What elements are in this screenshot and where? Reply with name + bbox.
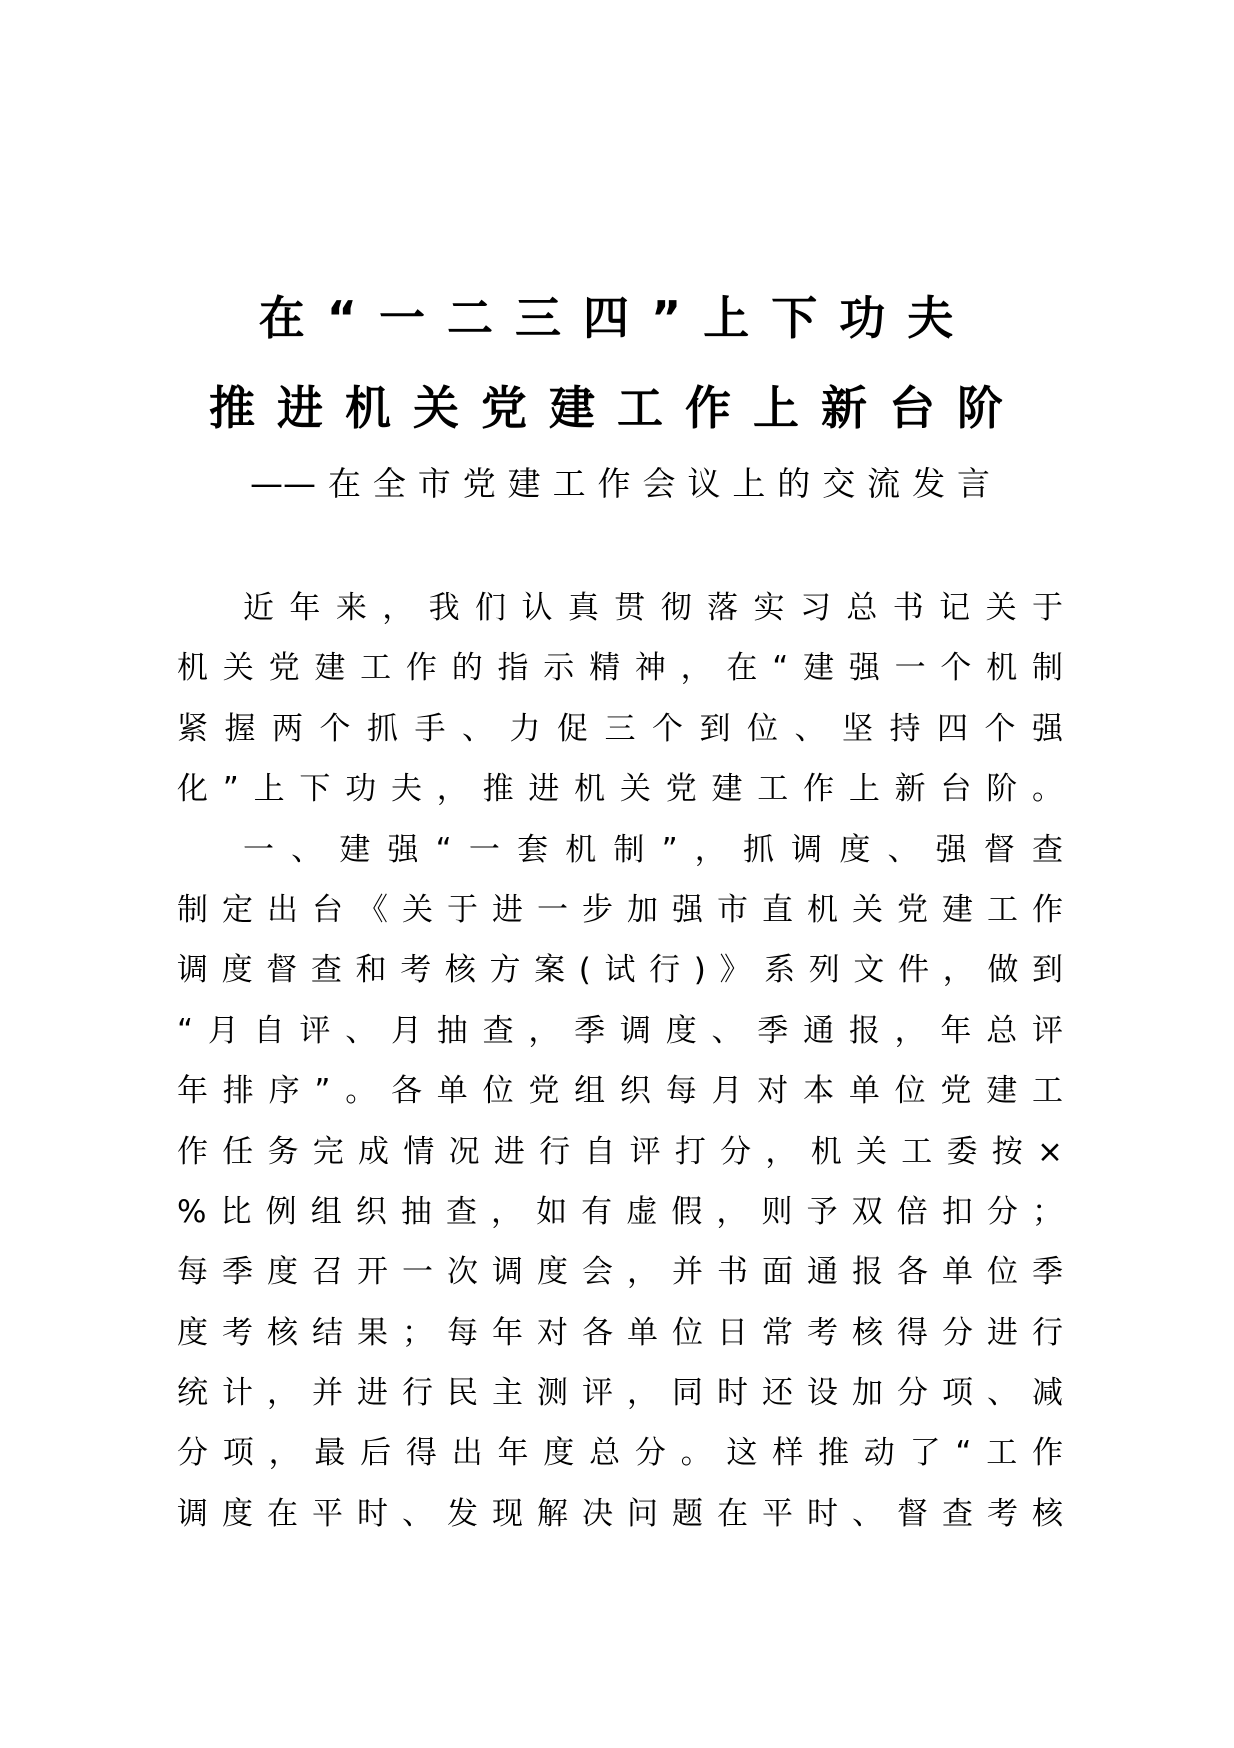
body-line: 机关党建工作的指示精神，在“建强一个机制 bbox=[177, 650, 1063, 687]
body-line: %比例组织抽查，如有虚假，则予双倍扣分； bbox=[177, 1193, 1063, 1230]
body-line: 制定出台《关于进一步加强市直机关党建工作 bbox=[177, 891, 1063, 928]
body-line: “月自评、月抽查，季调度、季通报，年总评 bbox=[177, 1012, 1063, 1049]
body-line: 调度督查和考核方案(试行)》系列文件，做到 bbox=[177, 952, 1063, 989]
body-line: 每季度召开一次调度会，并书面通报各单位季 bbox=[177, 1254, 1063, 1291]
body-line: 作任务完成情况进行自评打分，机关工委按× bbox=[177, 1133, 1063, 1170]
title-line-2: 推进机关党建工作上新台阶 bbox=[209, 381, 1025, 435]
body-line: 近年来，我们认真贯彻落实习总书记关于 bbox=[243, 590, 1063, 626]
body-line: 一、建强“一套机制”，抓调度、强督查 bbox=[243, 831, 1063, 868]
title-line-1: 在“一二三四”上下功夫 bbox=[258, 291, 976, 345]
body-text bbox=[177, 578, 1063, 1544]
body-line: 紧握两个抓手、力促三个到位、坚持四个强 bbox=[177, 710, 1063, 747]
body-line: 度考核结果；每年对各单位日常考核得分进行 bbox=[177, 1314, 1063, 1351]
body-line: 化”上下功夫，推进机关党建工作上新台阶。 bbox=[177, 771, 1063, 808]
body-line: 分项，最后得出年度总分。这样推动了“工作 bbox=[177, 1435, 1063, 1472]
subtitle: ——在全市党建工作会议上的交流发言 bbox=[250, 464, 990, 503]
body-line: 调度在平时、发现解决问题在平时、督查考核 bbox=[177, 1495, 1063, 1532]
body-line: 年排序”。各单位党组织每月对本单位党建工 bbox=[177, 1073, 1063, 1110]
body-line: 统计，并进行民主测评，同时还设加分项、减 bbox=[177, 1375, 1063, 1412]
